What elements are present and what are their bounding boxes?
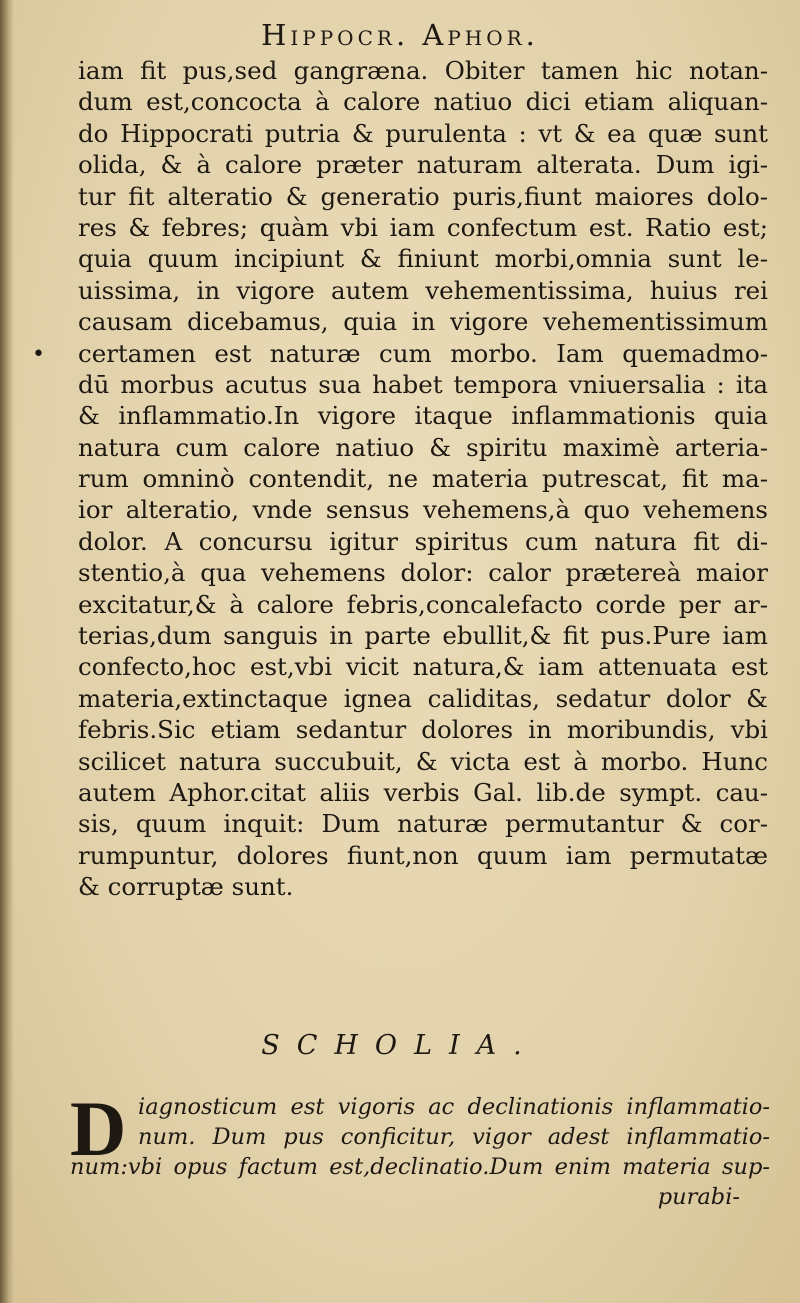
text-line: olida, & à calore præter naturam alterata. Dum igi- — [78, 150, 768, 180]
text-line: certamen est naturæ cum morbo. Iam quemadmo- — [78, 338, 768, 368]
text-line: materia,extinctaque ignea caliditas, sedatur dolor & — [78, 683, 768, 713]
text-line: causam dicebamus, quia in vigore vehementissimum — [78, 307, 768, 337]
text-line: natura cum calore natiuo & spiritu maximè arteria- — [78, 432, 768, 462]
page-binding-edge — [0, 0, 14, 1303]
text-line: autem Aphor.citat aliis verbis Gal. lib.de sympt. cau- — [78, 777, 768, 807]
scholia-line: num. Dum pus conficitur, vigor adest inflammatio- — [138, 1124, 770, 1150]
text-line: & corruptæ sunt. — [78, 872, 294, 902]
text-line: tur fit alteratio & generatio puris,fiunt maiores dolo- — [78, 181, 768, 211]
text-line: confecto,hoc est,vbi vicit natura,& iam attenuata est — [78, 652, 768, 682]
running-header: Hippocr. Aphor. — [261, 18, 539, 52]
text-line: res & febres; quàm vbi iam confectum est. Ratio est; — [78, 212, 768, 242]
text-line: dum est,concocta à calore natiuo dici etiam aliquan- — [78, 87, 768, 117]
text-line: quia quum incipiunt & finiunt morbi,omnia sunt le- — [78, 244, 768, 274]
margin-marker: • — [32, 342, 45, 367]
text-line: stentio,à qua vehemens dolor: calor prætereà maior — [78, 558, 768, 588]
text-line: do Hippocrati putria & purulenta : vt & ea quæ sunt — [78, 118, 768, 148]
text-line: excitatur,& à calore febris,concalefacto corde per ar- — [78, 589, 768, 619]
text-line: uissima, in vigore autem vehementissima, huius rei — [78, 275, 768, 305]
text-line: & inflammatio.In vigore itaque inflammationis quia — [78, 401, 768, 431]
text-line: scilicet natura succubuit, & victa est à morbo. Hunc — [78, 746, 768, 776]
text-line: dū morbus acutus sua habet tempora vniuersalia : ita — [78, 369, 768, 399]
text-line: rumpuntur, dolores fiunt,non quum iam permutatæ — [78, 840, 768, 870]
scholia-line: num:vbi opus factum est,declinatio.Dum enim materia sup- — [70, 1154, 770, 1180]
text-line: rum omninò contendit, ne materia putrescat, fit ma- — [78, 464, 768, 494]
text-line: terias,dum sanguis in parte ebullit,& fit pus.Pure iam — [78, 621, 768, 651]
text-line: iam fit pus,sed gangræna. Obiter tamen hic notan- — [78, 56, 768, 85]
text-line: dolor. A concursu igitur spiritus cum natura fit di- — [78, 526, 768, 556]
scholia-block — [70, 1085, 770, 1212]
drop-cap-initial: D — [70, 1085, 127, 1172]
text-line: ior alteratio, vnde sensus vehemens,à quo vehemens — [78, 495, 768, 525]
scholia-heading: SCHOLIA. — [261, 1030, 539, 1061]
text-line: sis, quum inquit: Dum naturæ permutantur & cor- — [78, 809, 768, 839]
scholia-line: purabi- — [657, 1184, 740, 1210]
text-line: febris.Sic etiam sedantur dolores in moribundis, vbi — [78, 715, 768, 745]
main-text-block — [78, 55, 768, 903]
scholia-line: iagnosticum est vigoris ac declinationis inflammatio- — [138, 1094, 770, 1120]
